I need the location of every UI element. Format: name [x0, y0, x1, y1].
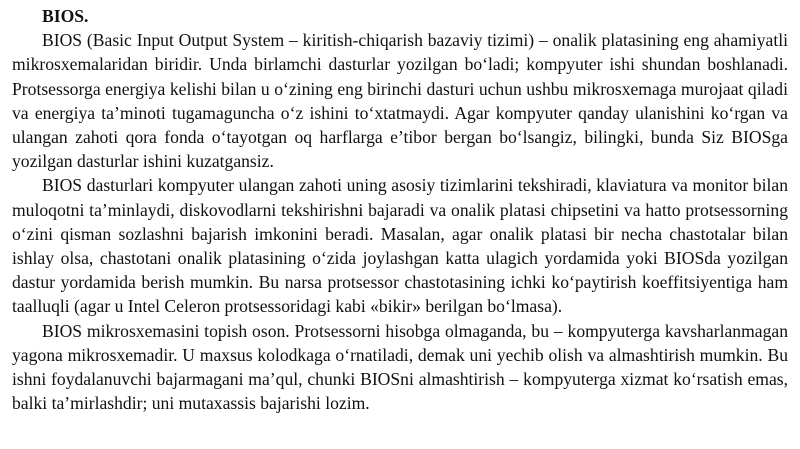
section-heading: BIOS.: [42, 6, 89, 26]
paragraph-2: BIOS dasturlari kompyuter ulangan zahoti uning asosiy tizimlarini tekshiradi, klaviatura va monitor bilan muloqotni ta’minlaydi, diskovodlarni tekshirishni bajaradi va onalik platasi chipsetini va hatto protsessorning o‘zini qisman sozlashni bajarish imkonini beradi. Masalan, agar onalik platasi bir necha chastotalar bilan ishlay olsa, chastotani onalik platasining o‘zida joylashgan katta ulagich yordamida yoki BIOSda yozilgan dastur yordamida berish mumkin. Bu narsa protsessor chastotasining ichki ko‘paytirish koeffitsiyentiga ham taalluqli (agar u Intel Celeron protsessoridagi kabi «bikir» berilgan bo‘lmasa).: [12, 175, 788, 317]
paragraph-1: BIOS (Basic Input Output System – kiritish-chiqarish bazaviy tizimi) – onalik platasining eng ahamiyatli mikrosxemalaridan biridir. Unda birlamchi dasturlar yozilgan bo‘ladi; kompyuter ishi shundan boshlanadi. Protsessorga energiya kelishi bilan u o‘zining eng birinchi dasturi uchun ushbu mikrosxemaga murojaat qiladi va energiya ta’minoti tugamaguncha o‘z ishini to‘xtatmaydi. Agar kompyuter qanday ulanishini ko‘rgan va ulangan zahoti qora fonda o‘tayotgan oq harflarga e’tibor bergan bo‘lsangiz, bilingki, bunda Siz BIOSga yozilgan dasturlar ishini kuzatgansiz.: [12, 30, 788, 172]
paragraph-3: BIOS mikrosxemasini topish oson. Protsessorni hisobga olmaganda, bu – kompyuterga kavsharlanmagan yagona mikrosxemadir. U maxsus kolodkaga o‘rnatiladi, demak uni yechib olish va almashtirish mumkin. Bu ishni foydalanuvchi bajarmagani ma’qul, chunki BIOSni almashtirish – kompyuterga xizmat ko‘rsatish emas, balki ta’mirlashdir; uni mutaxassis bajarishi lozim.: [12, 320, 788, 414]
